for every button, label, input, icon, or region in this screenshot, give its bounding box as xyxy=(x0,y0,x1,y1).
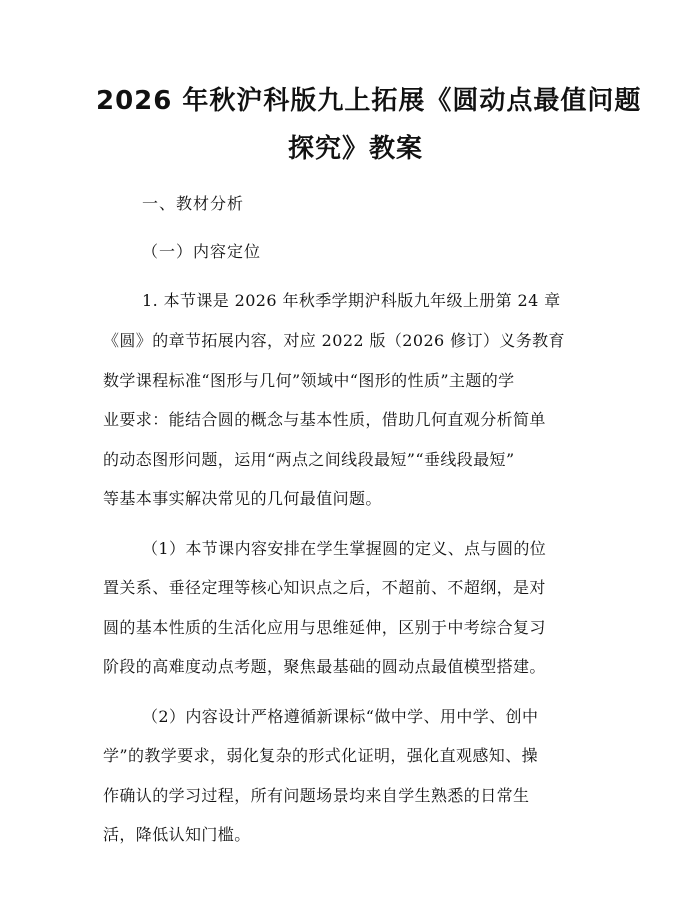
paragraph-2-line: （1）本节课内容安排在学生掌握圆的定义、点与圆的位 xyxy=(142,539,547,558)
paragraph-2-line: 置关系、垂径定理等核心知识点之后，不超前、不超纲，是对 xyxy=(103,578,546,597)
paragraph-3-line: 学”的教学要求，弱化复杂的形式化证明，强化直观感知、操 xyxy=(103,746,538,765)
paragraph-1-line: 1. 本节课是 2026 年秋季学期沪科版九年级上册第 24 章 xyxy=(142,291,561,310)
paragraph-3-line: 活，降低认知门槛。 xyxy=(103,825,251,844)
paragraph-1-line: 《圆》的章节拓展内容，对应 2022 版（2026 修订）义务教育 xyxy=(103,331,565,350)
paragraph-1-line: 等基本事实解决常见的几何最值问题。 xyxy=(103,489,382,508)
paragraph-3-line: 作确认的学习过程，所有问题场景均来自学生熟悉的日常生 xyxy=(103,786,530,805)
document-title-line-1: 2026 年秋沪科版九上拓展《圆动点最值问题 xyxy=(96,86,642,116)
subsection-heading-content-positioning: （一）内容定位 xyxy=(142,242,262,261)
paragraph-1-line: 的动态图形问题，运用“两点之间线段最短”“垂线段最短” xyxy=(103,450,515,469)
paragraph-2-line: 圆的基本性质的生活化应用与思维延伸，区别于中考综合复习 xyxy=(103,618,546,637)
paragraph-3-line: （2）内容设计严格遵循新课标“做中学、用中学、创中 xyxy=(142,707,539,726)
paragraph-1-line: 业要求：能结合圆的概念与基本性质，借助几何直观分析简单 xyxy=(103,410,546,429)
paragraph-1-line: 数学课程标准“图形与几何”领域中“图形的性质”主题的学 xyxy=(103,371,515,390)
section-heading-textbook-analysis: 一、教材分析 xyxy=(142,194,245,213)
paragraph-2-line: 阶段的高难度动点考题，聚焦最基础的圆动点最值模型搭建。 xyxy=(103,657,546,676)
document-title-line-2: 探究》教案 xyxy=(288,134,424,164)
